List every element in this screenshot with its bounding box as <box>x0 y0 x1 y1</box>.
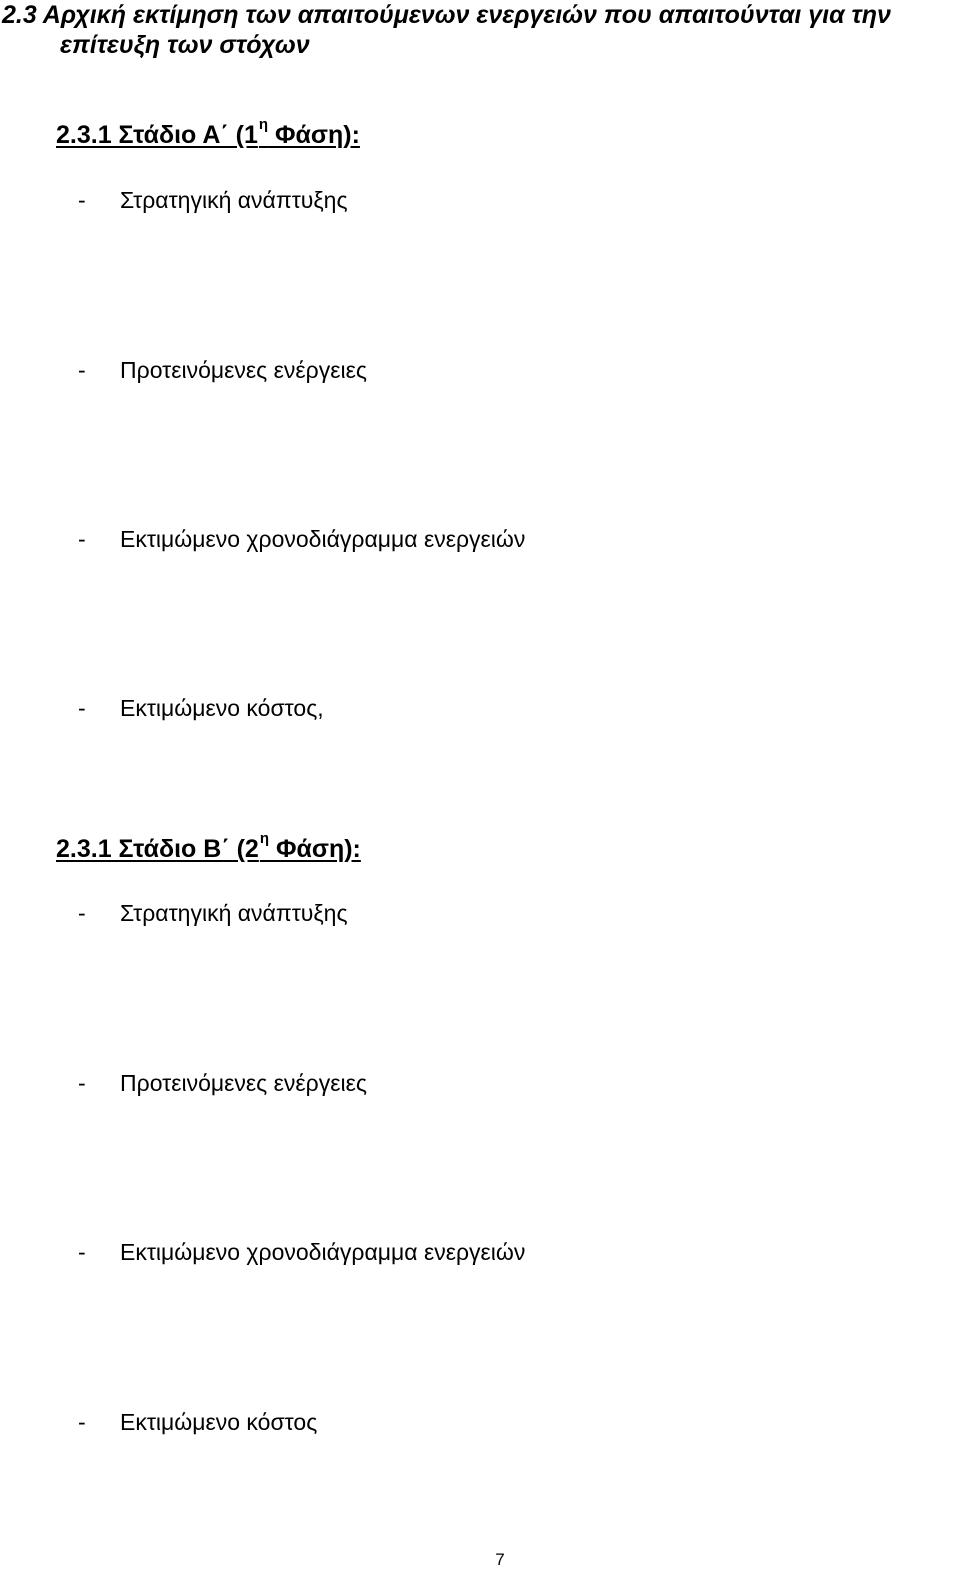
list-item: - Εκτιμώμενο κόστος, <box>78 695 324 721</box>
bullet-dash: - <box>78 357 86 383</box>
page-title-line-1: 2.3 Αρχική εκτίμηση των απαιτούμενων ενεργειών που απαιτούνται για την <box>2 1 891 29</box>
section-heading-stage-b: 2.3.1 Στάδιο Β΄ ($2^\eta$ Φάση): <box>56 830 361 863</box>
list-item: - Εκτιμώμενο χρονοδιάγραμμα ενεργειών <box>78 526 526 552</box>
list-item: - Εκτιμώμενο κόστος <box>78 1409 318 1435</box>
bullet-dash: - <box>78 526 86 552</box>
list-item: - Προτεινόμενες ενέργειες <box>78 1070 367 1096</box>
list-item: - Εκτιμώμενο χρονοδιάγραμμα ενεργειών <box>78 1239 526 1265</box>
bullet-dash: - <box>78 1070 86 1096</box>
bullet-dash: - <box>78 1239 86 1265</box>
page-number: 7 <box>495 1550 505 1569</box>
section-heading-stage-a: 2.3.1 Στάδιο Α΄ ($1^\eta$ Φάση): <box>56 116 360 149</box>
bullet-dash: - <box>78 900 86 926</box>
list-item: - Προτεινόμενες ενέργειες <box>78 357 367 383</box>
bullet-dash: - <box>78 187 86 213</box>
page-title <box>0 0 960 60</box>
bullet-dash: - <box>78 1409 86 1435</box>
page-title-line-2: επίτευξη των στόχων <box>60 31 310 59</box>
list-item: - Στρατηγική ανάπτυξης <box>78 187 348 213</box>
bullet-dash: - <box>78 695 86 721</box>
list-item: - Στρατηγική ανάπτυξης <box>78 900 348 926</box>
